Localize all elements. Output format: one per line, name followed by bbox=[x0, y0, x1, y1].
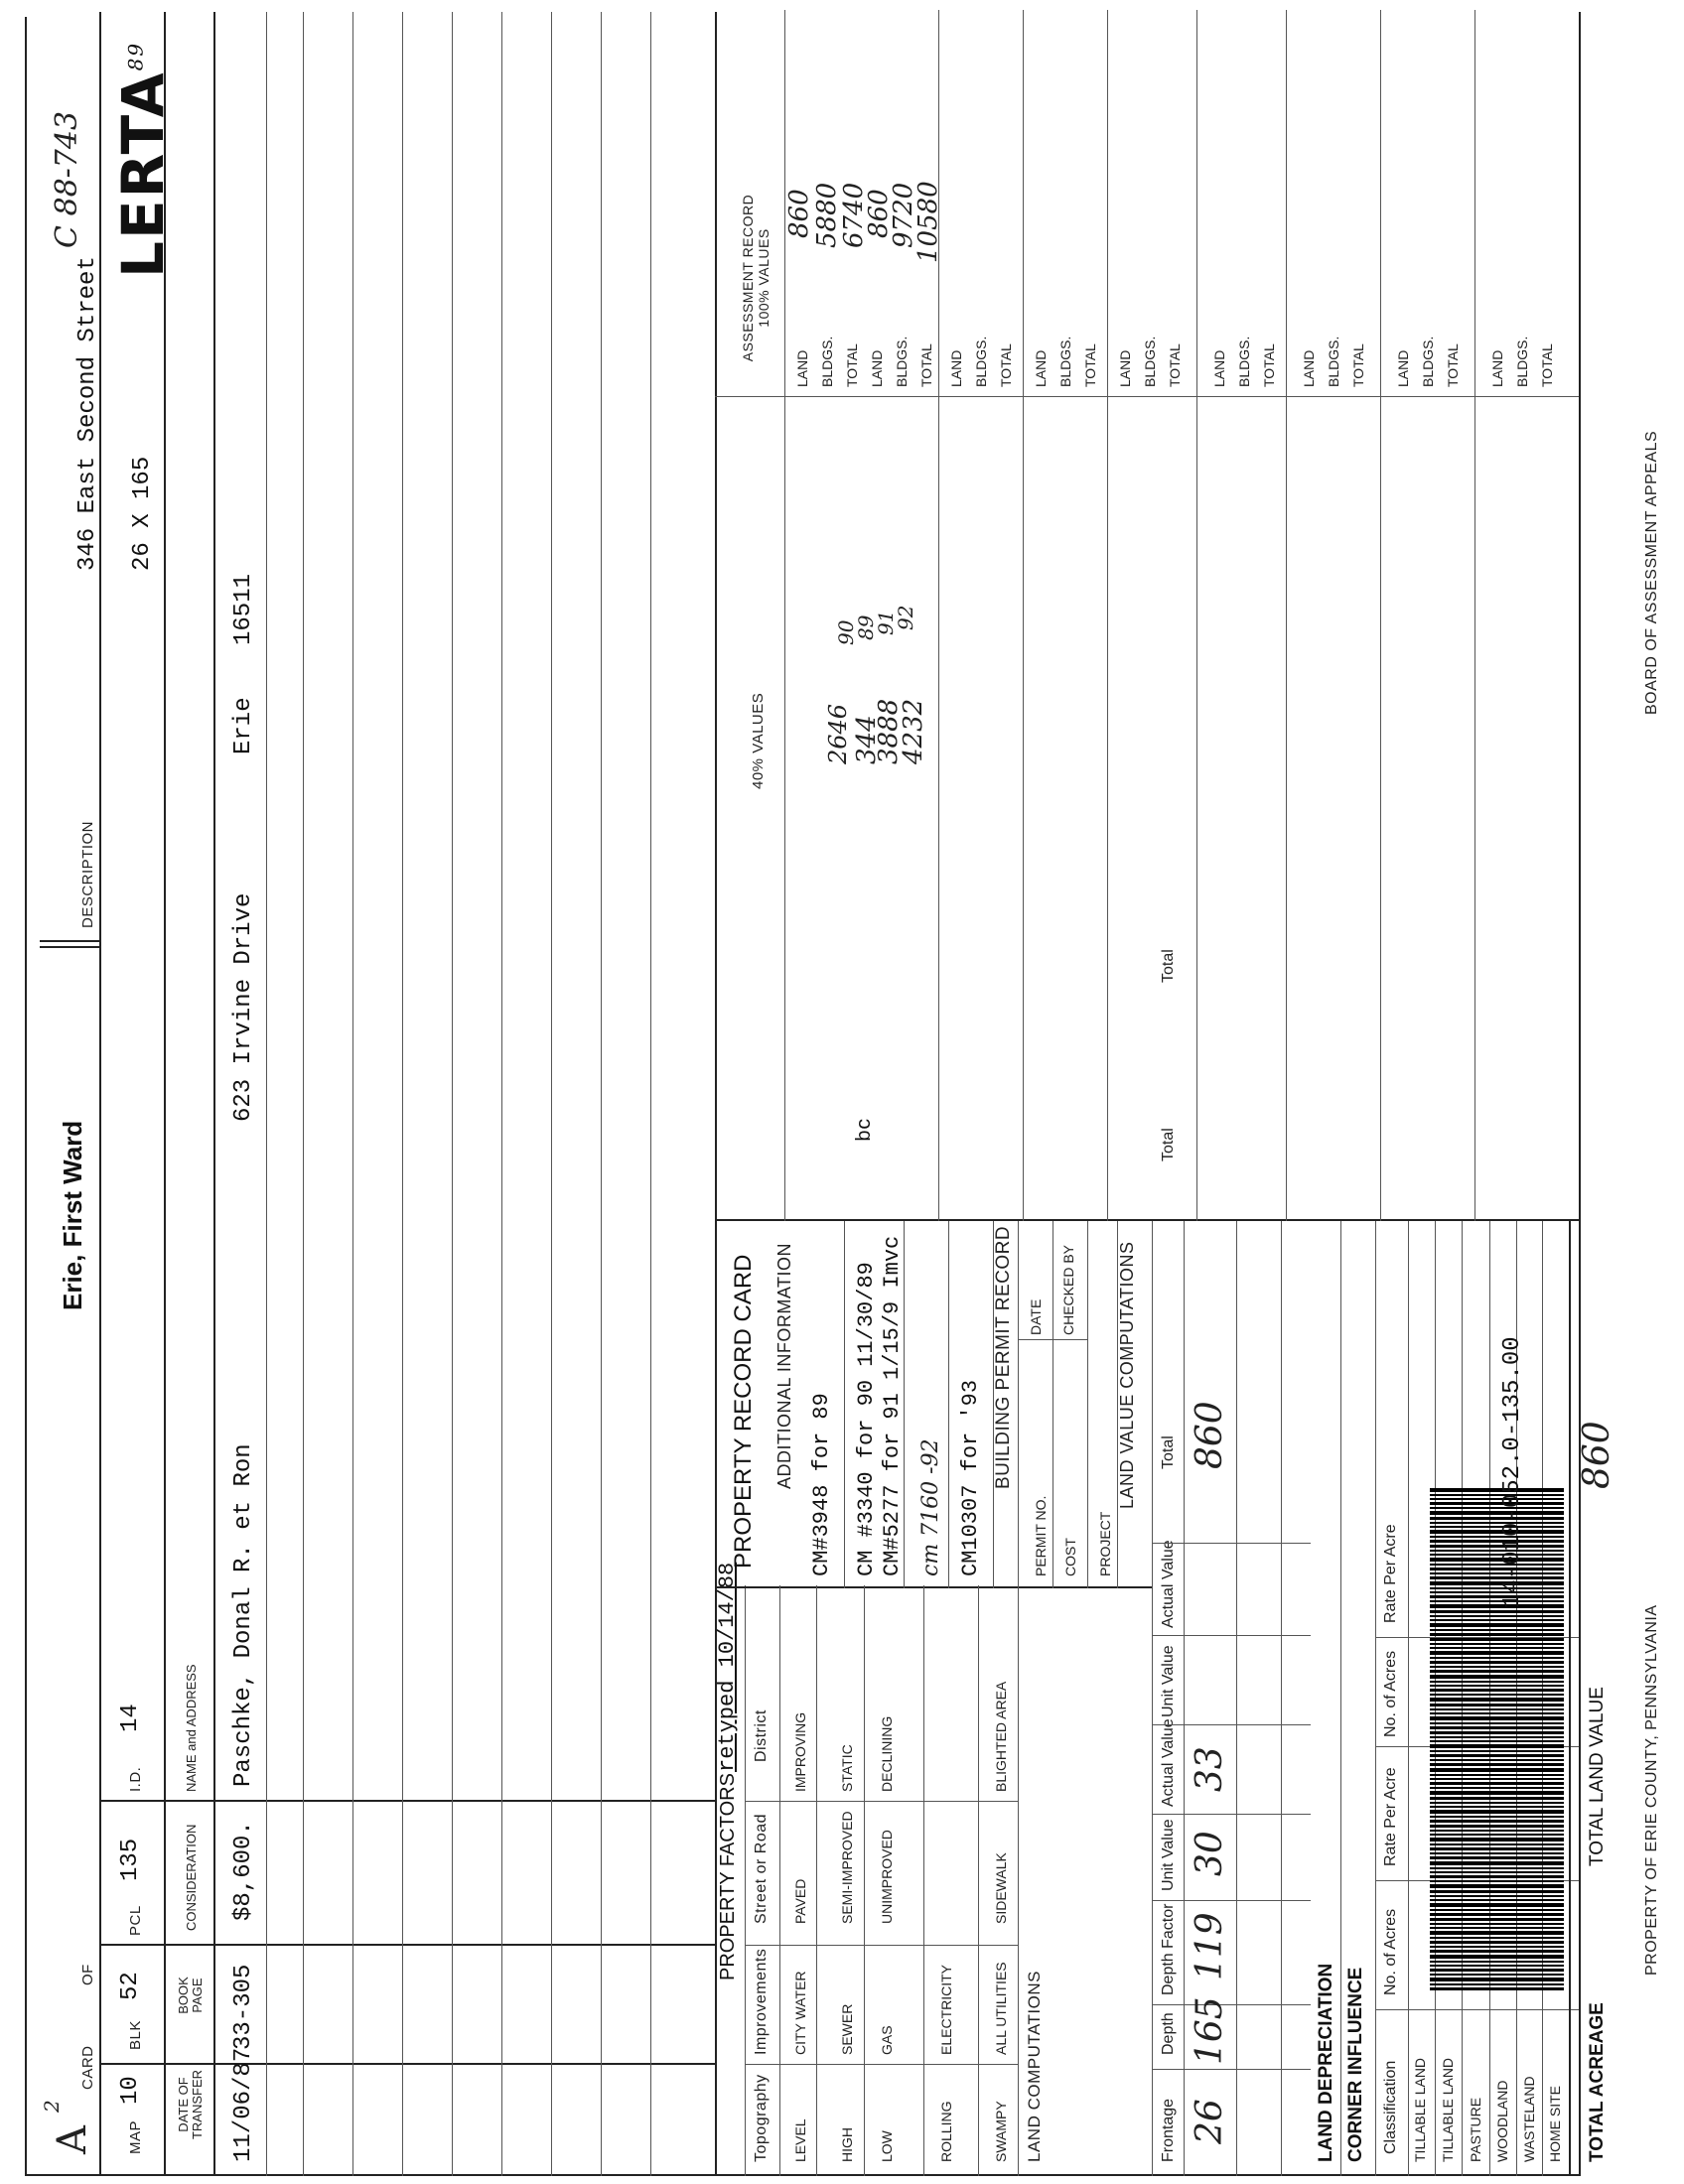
hundred-value-5: 9720 bbox=[889, 182, 918, 248]
class-tillable-2: TILLABLE LAND bbox=[1440, 2057, 1456, 2162]
lv-total-2: Total bbox=[1160, 1128, 1177, 1161]
barcode bbox=[1430, 1486, 1564, 1990]
row-bldgs: BLDGS. bbox=[1236, 336, 1252, 387]
district-static: STATIC bbox=[839, 1744, 855, 1792]
district-improving: IMPROVING bbox=[792, 1711, 808, 1792]
district-blighted: BLIGHTED AREA bbox=[993, 1681, 1009, 1792]
forty-values-label: 40% VALUES bbox=[750, 692, 767, 789]
factor-row bbox=[1018, 1585, 1019, 2176]
lv-unit-value-value: 30 bbox=[1190, 1831, 1230, 1876]
info-line-1: CM#3948 for 89 bbox=[809, 1393, 834, 1576]
card-letter: A bbox=[50, 2125, 95, 2154]
assessment-row bbox=[1286, 10, 1287, 1221]
lv-row bbox=[1281, 1221, 1282, 2176]
land-computations-label: LAND COMPUTATIONS bbox=[1025, 1971, 1044, 2162]
record-card-title: PROPERTY RECORD CARD bbox=[730, 1254, 757, 1569]
factors-header-line bbox=[745, 1585, 746, 2176]
book-page-value: 33-305 bbox=[230, 1964, 257, 2050]
row-total: TOTAL bbox=[918, 343, 934, 387]
row-total: TOTAL bbox=[1167, 343, 1183, 387]
land-value-title: LAND VALUE COMPUTATIONS bbox=[1117, 1241, 1137, 1509]
card-label: CARD bbox=[79, 2045, 96, 2090]
lerta-logo-year: 89 bbox=[123, 41, 148, 71]
lot-dimensions: 26 X 165 bbox=[129, 456, 156, 571]
row-total: TOTAL bbox=[1445, 343, 1461, 387]
footer-right: BOARD OF ASSESSMENT APPEALS bbox=[1643, 430, 1660, 715]
info-line-2: CM #3340 for 90 11/30/89 bbox=[854, 1262, 879, 1576]
factor-row bbox=[864, 1585, 865, 2176]
topo-level: LEVEL bbox=[792, 2118, 808, 2162]
desc-divider-2 bbox=[40, 940, 99, 942]
acreage-line bbox=[1569, 1221, 1571, 2176]
imp-sewer: SEWER bbox=[839, 2003, 855, 2055]
imp-city-water: CITY WATER bbox=[792, 1971, 808, 2055]
forty-value-3: 3888 bbox=[874, 698, 904, 764]
imp-electricity: ELECTRICITY bbox=[938, 1964, 954, 2055]
lv-unit-value: Unit Value bbox=[1160, 1819, 1177, 1891]
blk-value: 52 bbox=[117, 1972, 144, 2000]
class-woodland: WOODLAND bbox=[1494, 2080, 1510, 2162]
lv-depth-value: 165 bbox=[1190, 1996, 1230, 2065]
permit-cost-label: COST bbox=[1062, 1538, 1078, 1576]
row-total: TOTAL bbox=[1261, 343, 1277, 387]
street-unimproved: UNIMPROVED bbox=[879, 1830, 895, 1924]
map-divider bbox=[99, 2063, 164, 2065]
bottom-border bbox=[1579, 12, 1581, 2176]
row-land: LAND bbox=[1395, 349, 1411, 387]
handwritten-ref: C 88-743 bbox=[50, 110, 84, 248]
factor-row bbox=[923, 1585, 924, 2176]
transfer-row-line bbox=[501, 12, 502, 2176]
row-total: TOTAL bbox=[1539, 343, 1555, 387]
year-mark: 90 bbox=[834, 619, 858, 645]
factor-row bbox=[978, 1585, 979, 2176]
lv-col bbox=[1152, 1635, 1311, 1636]
lv-total-value: 860 bbox=[1190, 1401, 1230, 1469]
district-declining: DECLINING bbox=[879, 1715, 895, 1792]
project-label: PROJECT bbox=[1097, 1511, 1113, 1576]
row-bldgs: BLDGS. bbox=[1057, 336, 1073, 387]
row-bldgs: BLDGS. bbox=[1420, 336, 1436, 387]
assessment-row bbox=[1196, 10, 1197, 1221]
land-depreciation-label: LAND DEPRECIATION bbox=[1316, 1963, 1336, 2162]
row-bldgs: BLDGS. bbox=[819, 336, 835, 387]
card-number: 2 bbox=[40, 2100, 64, 2113]
municipality: Erie, First Ward bbox=[58, 1120, 87, 1310]
lv-col bbox=[1152, 1724, 1311, 1725]
assessment-row bbox=[938, 10, 939, 1221]
corner-influence-label: CORNER INFLUENCE bbox=[1345, 1967, 1366, 2162]
transfer-row-line bbox=[601, 12, 602, 2176]
checked-by-label: CHECKED BY bbox=[1060, 1244, 1076, 1335]
owner-zip: 16511 bbox=[230, 573, 257, 645]
lv-frontage-value: 26 bbox=[1190, 2099, 1230, 2144]
total-land-value: 860 bbox=[1577, 1421, 1617, 1489]
row-land: LAND bbox=[948, 349, 964, 387]
additional-info-label: ADDITIONAL INFORMATION bbox=[774, 1242, 794, 1489]
street-header: Street or Road bbox=[753, 1813, 770, 1924]
total-acreage-label: TOTAL ACREAGE bbox=[1587, 2002, 1608, 2162]
rate-header-2: Rate Per Acre bbox=[1382, 1524, 1399, 1623]
blk-label: BLK bbox=[127, 2020, 144, 2050]
row-total: TOTAL bbox=[844, 343, 860, 387]
pcl-label: PCL bbox=[127, 1905, 144, 1936]
class-pasture: PASTURE bbox=[1468, 2097, 1483, 2162]
lv-row bbox=[1236, 1221, 1237, 2176]
info-row bbox=[904, 1221, 905, 1588]
factors-col-1 bbox=[745, 2064, 1018, 2065]
desc-divider bbox=[40, 946, 99, 948]
row-total: TOTAL bbox=[1350, 343, 1366, 387]
hundred-value-2: 5880 bbox=[812, 182, 842, 248]
hundred-value-6: 10580 bbox=[913, 181, 943, 263]
assessment-100-label: ASSESSMENT RECORD 100% VALUES bbox=[740, 194, 772, 362]
property-address: 346 East Second Street bbox=[74, 256, 101, 571]
row-total: TOTAL bbox=[1082, 343, 1098, 387]
rate-header-1: Rate Per Acre bbox=[1382, 1767, 1399, 1866]
pcl-value: 135 bbox=[117, 1838, 144, 1881]
year-mark: 89 bbox=[854, 614, 878, 640]
transfer-row-line bbox=[303, 12, 304, 2176]
classification-header: Classification bbox=[1382, 2060, 1399, 2154]
dep-col bbox=[1375, 2009, 1579, 2010]
lerta-logo-text: LERTA bbox=[109, 70, 177, 278]
assessment-left-border bbox=[715, 1219, 1579, 1221]
info-line-5: CM10307 for '93 bbox=[958, 1379, 983, 1576]
acres-header-2: No. of Acres bbox=[1382, 1650, 1399, 1737]
lv-depth: Depth bbox=[1160, 2012, 1177, 2055]
lv-header-bottom bbox=[1184, 1221, 1185, 2176]
parcel-bottom-line bbox=[164, 12, 166, 2176]
class-wasteland: WASTELAND bbox=[1521, 2076, 1537, 2162]
assessment-row bbox=[1023, 10, 1024, 1221]
transfer-row-line bbox=[452, 12, 453, 2176]
transfer-row-line bbox=[266, 12, 267, 2176]
row-land: LAND bbox=[1033, 349, 1049, 387]
factors-header-bottom bbox=[779, 1585, 780, 2176]
book-page-label: BOOK PAGE bbox=[176, 1977, 205, 2014]
permit-line bbox=[1087, 1221, 1088, 1588]
map-value: 10 bbox=[117, 2076, 144, 2105]
street-paved: PAVED bbox=[792, 1878, 808, 1924]
permit-line bbox=[1018, 1221, 1019, 1588]
lv-col bbox=[1152, 2004, 1311, 2005]
hundred-value-4: 860 bbox=[864, 189, 894, 238]
row-land: LAND bbox=[794, 349, 810, 387]
footer-left: PROPERTY OF ERIE COUNTY, PENNSYLVANIA bbox=[1643, 1604, 1660, 1976]
row-bldgs: BLDGS. bbox=[973, 336, 989, 387]
info-line-3: CM#5277 for 91 1/15/9 Imvc bbox=[880, 1235, 905, 1576]
owner-name: Paschke, Donal R. et Ron bbox=[230, 1443, 257, 1787]
factors-right-border bbox=[715, 1586, 1152, 1588]
year-mark: 91 bbox=[874, 610, 898, 635]
dep-line bbox=[1375, 1221, 1376, 2176]
row-bldgs: BLDGS. bbox=[1326, 336, 1341, 387]
info-line-4: cm 7160 -92 bbox=[918, 1438, 943, 1576]
assessment-row bbox=[1380, 10, 1381, 1221]
info-row bbox=[948, 1221, 949, 1588]
retyped-note: retyped 10/14/88 bbox=[715, 1562, 740, 1772]
left-border bbox=[25, 2174, 1579, 2176]
forty-value-1: 2646 bbox=[824, 703, 852, 764]
permit-title: BUILDING PERMIT RECORD bbox=[993, 1225, 1014, 1489]
imp-all-utilities: ALL UTILITIES bbox=[993, 1962, 1009, 2055]
consideration-value: $8,600. bbox=[230, 1821, 257, 1921]
transfer-row-line bbox=[650, 12, 651, 2176]
lv-depth-factor: Depth Factor bbox=[1160, 1903, 1177, 1995]
row-total: TOTAL bbox=[998, 343, 1014, 387]
lv-total-1: Total bbox=[1160, 1435, 1177, 1469]
imp-gas: GAS bbox=[879, 2025, 895, 2055]
lv-col bbox=[1152, 2069, 1311, 2070]
map-label: MAP bbox=[127, 2119, 144, 2154]
lv-col bbox=[1152, 1543, 1311, 1544]
factors-col-3 bbox=[745, 1801, 1018, 1802]
district-header: District bbox=[753, 1709, 770, 1762]
transfer-col-2 bbox=[164, 1944, 715, 1946]
name-address-label: NAME and ADDRESS bbox=[184, 1664, 199, 1792]
info-row bbox=[844, 1221, 845, 1588]
acres-header-1: No. of Acres bbox=[1382, 1908, 1399, 1995]
permit-line bbox=[1052, 1221, 1053, 1588]
assessment-row bbox=[1107, 10, 1108, 1221]
factor-row bbox=[816, 1585, 817, 2176]
pcl-divider bbox=[99, 1800, 164, 1802]
year-mark: 92 bbox=[894, 605, 917, 630]
transfer-row-line bbox=[551, 12, 552, 2176]
improvements-header: Improvements bbox=[753, 1948, 770, 2055]
lv-total-3: Total bbox=[1160, 949, 1177, 983]
transfer-row-line bbox=[352, 12, 353, 2176]
lv-unit-value-2: Unit Value bbox=[1160, 1645, 1177, 1717]
street-sidewalk: SIDEWALK bbox=[993, 1852, 1009, 1924]
lv-actual-value-2: Actual Value bbox=[1160, 1540, 1177, 1628]
lv-actual-value: Actual Value bbox=[1160, 1718, 1177, 1807]
permit-no-label: PERMIT NO. bbox=[1033, 1495, 1049, 1576]
consideration-label: CONSIDERATION bbox=[184, 1824, 199, 1931]
topo-high: HIGH bbox=[839, 2127, 855, 2162]
row-land: LAND bbox=[1211, 349, 1227, 387]
transfer-col-3 bbox=[164, 1800, 715, 1802]
owner-city: Erie bbox=[230, 697, 257, 754]
of-label: OF bbox=[79, 1964, 96, 1985]
class-tillable-1: TILLABLE LAND bbox=[1412, 2057, 1428, 2162]
row-bldgs: BLDGS. bbox=[1142, 336, 1158, 387]
hundred-value-1: 860 bbox=[784, 189, 814, 238]
topo-swampy: SWAMPY bbox=[993, 2101, 1009, 2162]
row-land: LAND bbox=[1489, 349, 1505, 387]
property-factors-title: PROPERTY FACTORS bbox=[717, 1773, 739, 1980]
assessment-row bbox=[1474, 10, 1475, 1221]
total-land-value-label: TOTAL LAND VALUE bbox=[1587, 1687, 1608, 1866]
forty-value-2: 344 bbox=[852, 715, 882, 764]
permit-date-label: DATE bbox=[1028, 1298, 1044, 1335]
topography-header: Topography bbox=[753, 2074, 770, 2162]
land-value-header-top bbox=[1152, 1221, 1153, 2176]
street-semi-improved: SEMI-IMPROVED bbox=[839, 1811, 855, 1924]
topo-rolling: ROLLING bbox=[938, 2101, 954, 2162]
lv-actual-value-value: 33 bbox=[1190, 1746, 1230, 1792]
forty-value-4: 4232 bbox=[899, 698, 928, 764]
factors-col-2 bbox=[745, 1945, 1018, 1946]
dep-line bbox=[1340, 1221, 1341, 2176]
owner-address: 623 Irvine Drive bbox=[230, 892, 257, 1122]
id-label: I.D. bbox=[127, 1766, 144, 1792]
barcode-number: 14-010-052.0-135.00 bbox=[1499, 1336, 1526, 1608]
header-bottom-line bbox=[99, 12, 101, 2176]
lv-col bbox=[1152, 1900, 1311, 1901]
dep-line bbox=[1408, 1221, 1409, 2176]
assessment-col-divider bbox=[715, 396, 1579, 397]
top-border bbox=[25, 17, 27, 2176]
blk-divider bbox=[99, 1944, 164, 1946]
description-label: DESCRIPTION bbox=[79, 820, 96, 928]
row-land: LAND bbox=[1117, 349, 1133, 387]
row-bldgs: BLDGS. bbox=[1514, 336, 1530, 387]
id-value: 14 bbox=[117, 1704, 144, 1732]
lerta-logo bbox=[109, 42, 177, 278]
date-of-transfer-label: DATE OF TRANSFER bbox=[176, 2069, 205, 2140]
row-land: LAND bbox=[869, 349, 885, 387]
hundred-value-3: 6740 bbox=[839, 182, 869, 248]
transfer-row-line bbox=[402, 12, 403, 2176]
row-bldgs: BLDGS. bbox=[894, 336, 910, 387]
row-land: LAND bbox=[1301, 349, 1317, 387]
lv-frontage: Frontage bbox=[1160, 2098, 1177, 2162]
class-home-site: HOME SITE bbox=[1547, 2085, 1563, 2162]
lv-col bbox=[1152, 1814, 1311, 1815]
lv-depth-factor-value: 119 bbox=[1190, 1912, 1230, 1980]
labels-bottom-line bbox=[213, 12, 215, 2176]
transfer-date: 11/06/87 bbox=[230, 2047, 257, 2162]
record-code: bc bbox=[854, 1117, 877, 1142]
topo-low: LOW bbox=[879, 2130, 895, 2162]
